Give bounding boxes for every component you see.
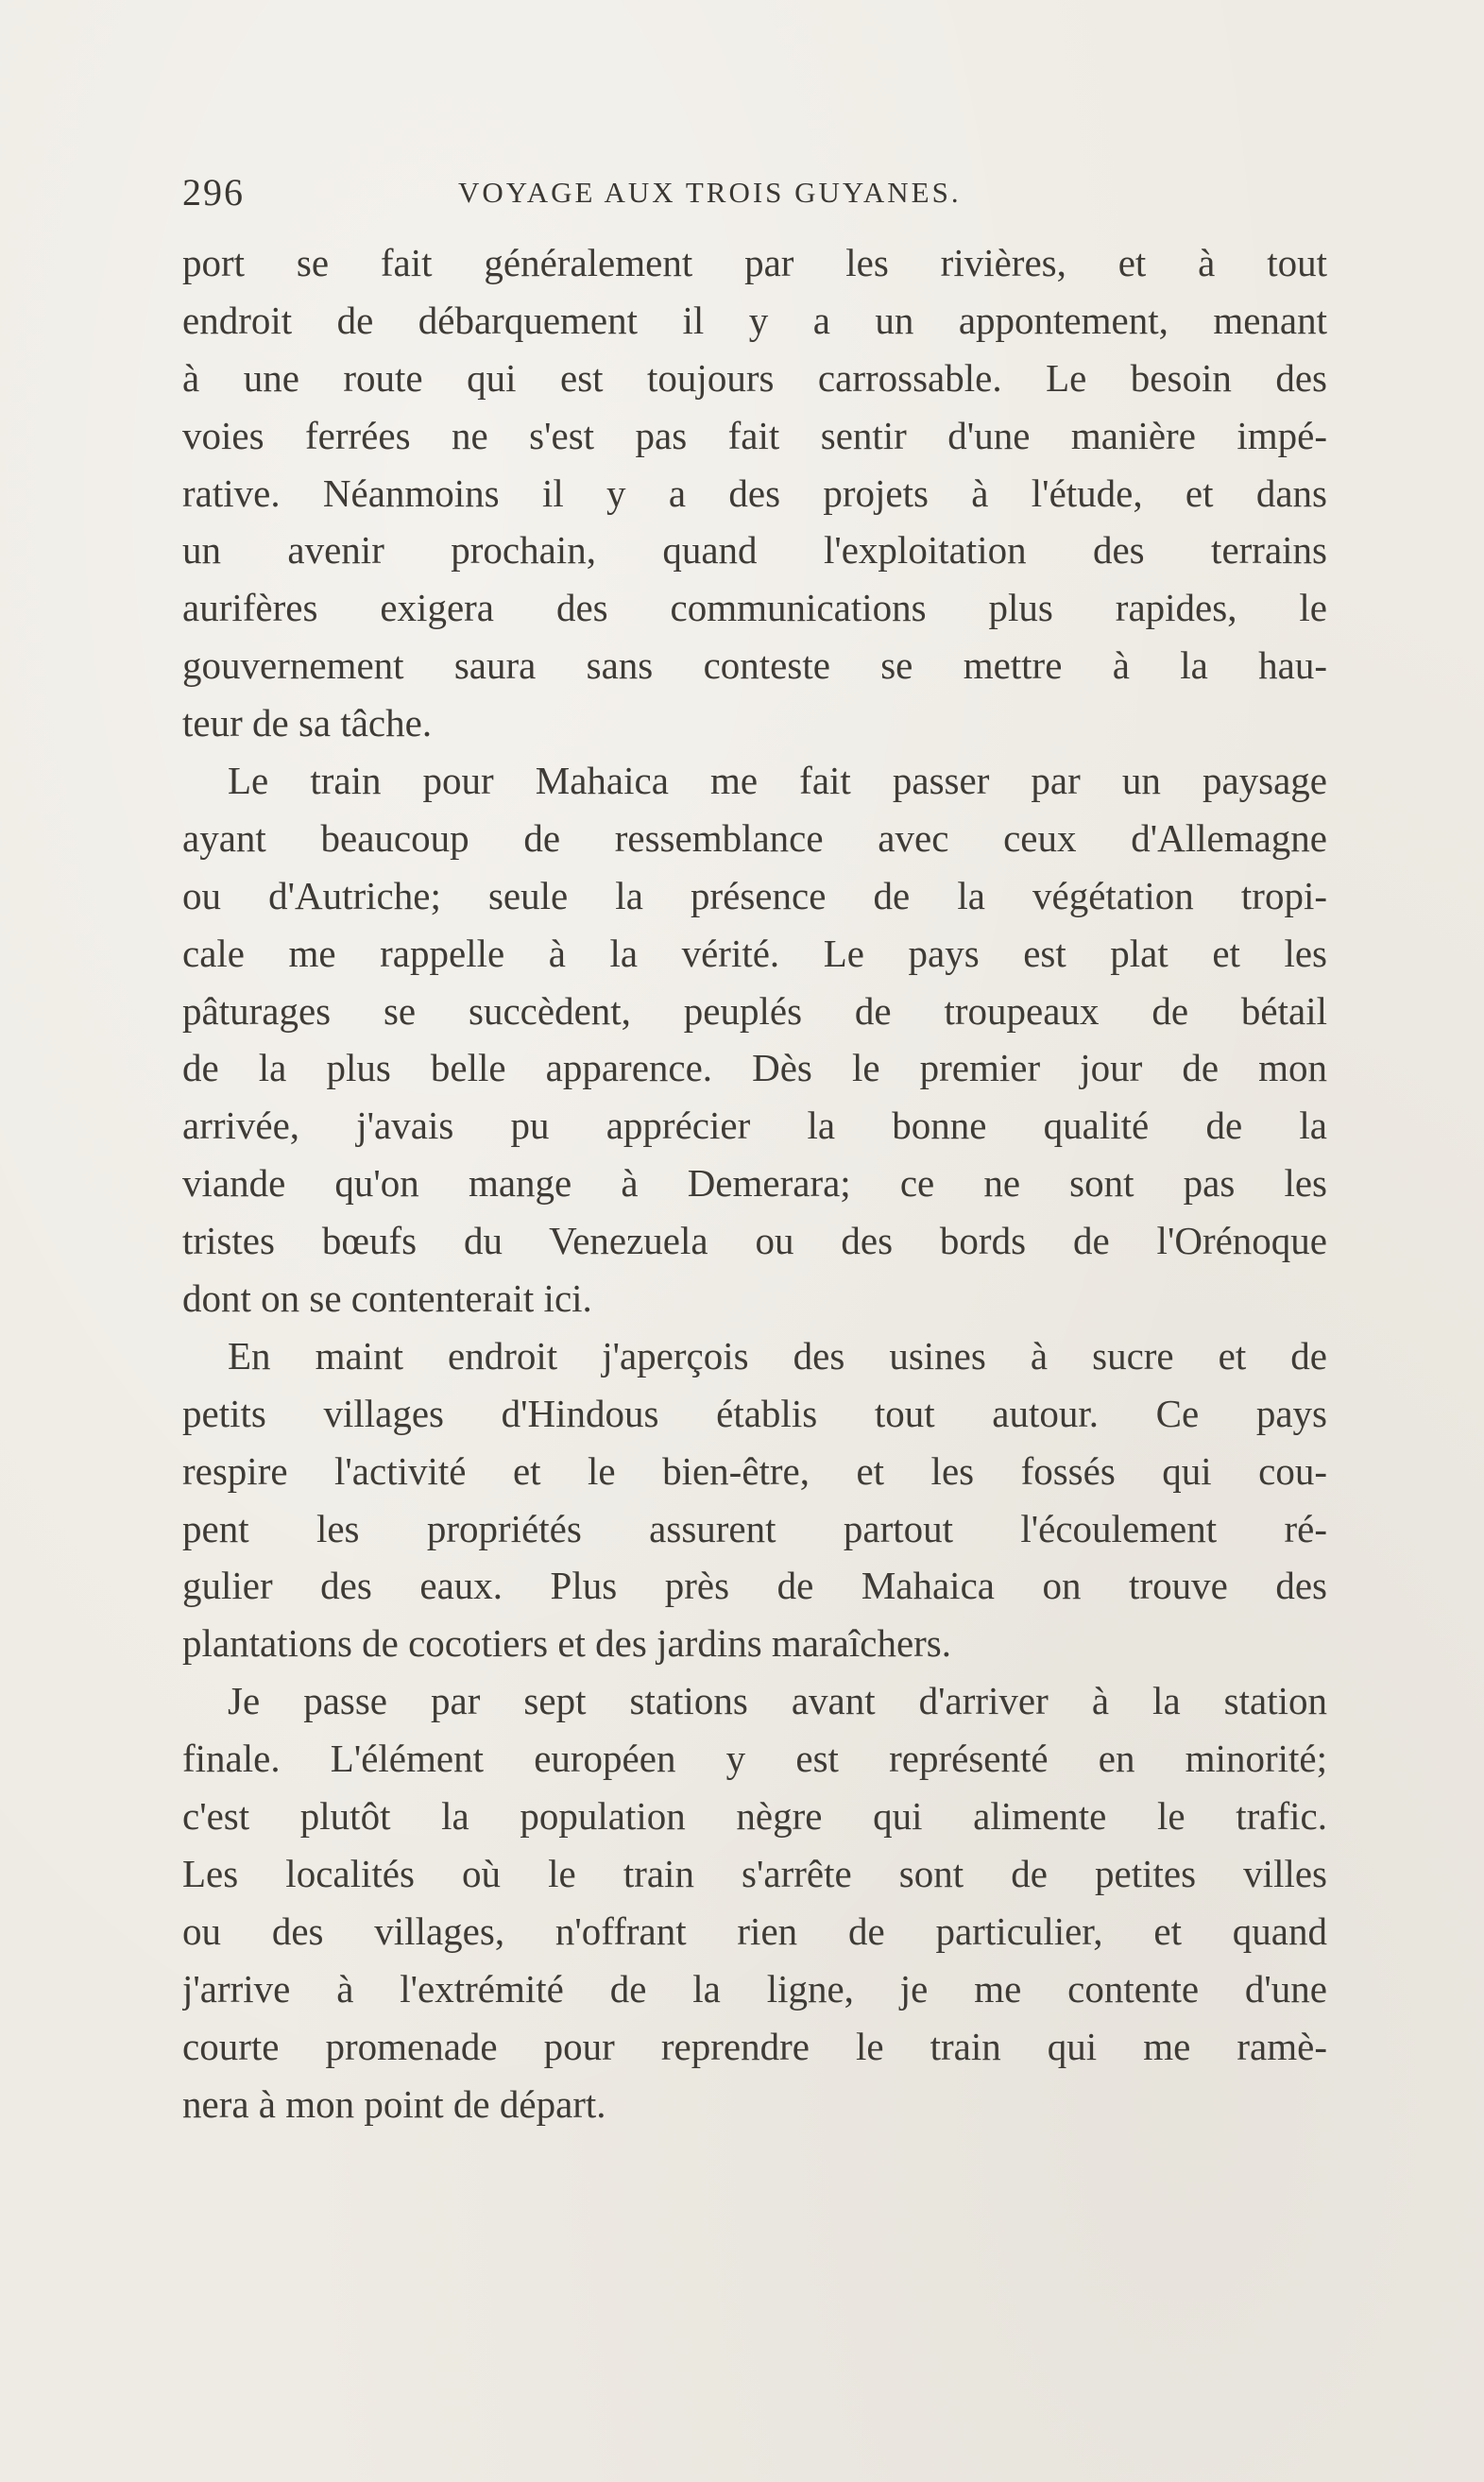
page-header	[182, 163, 1051, 229]
text-line: rative. Néanmoins il y a des projets à l'étude, et dans	[182, 471, 1327, 515]
text-line: ou des villages, n'offrant rien de particulier, et quand	[182, 1909, 1327, 1953]
text-line: petits villages d'Hindous établis tout autour. Ce pays	[182, 1391, 1327, 1435]
text-line: plantations de cocotiers et des jardins maraîchers.	[182, 1621, 952, 1666]
text-line: dont on se contenterait ici.	[182, 1276, 592, 1321]
text-line: pâturages se succèdent, peuplés de troupeaux de bétail	[182, 988, 1327, 1033]
text-line: teur de sa tâche.	[182, 701, 433, 745]
text-line: tristes bœufs du Venezuela ou des bords de l'Orénoque	[182, 1219, 1327, 1263]
text-line: Je passe par sept stations avant d'arriver à la station	[228, 1679, 1327, 1723]
text-line: ou d'Autriche; seule la présence de la végétation tropi-	[182, 873, 1327, 917]
text-line: de la plus belle apparence. Dès le premier jour de mon	[182, 1046, 1327, 1090]
text-line: arrivée, j'avais pu apprécier la bonne qualité de la	[182, 1104, 1327, 1148]
page-number: 296	[182, 171, 245, 214]
text-line: à une route qui est toujours carrossable. Le besoin des	[182, 355, 1327, 400]
running-title: VOYAGE AUX TROIS GUYANES.	[458, 176, 962, 209]
text-line: un avenir prochain, quand l'exploitation des terrains	[182, 528, 1327, 573]
text-line: viande qu'on mange à Demerara; ce ne sont pas les	[182, 1161, 1327, 1206]
text-line: j'arrive à l'extrémité de la ligne, je me contente d'une	[182, 1966, 1327, 2011]
text-line: pent les propriétés assurent partout l'écoulement ré-	[182, 1506, 1327, 1550]
text-line: courte promenade pour reprendre le train qui me ramè-	[182, 2024, 1327, 2068]
text-line: ayant beaucoup de ressemblance avec ceux d'Allemagne	[182, 815, 1327, 860]
text-line: respire l'activité et le bien-être, et les fossés qui cou-	[182, 1448, 1327, 1493]
text-line: Le train pour Mahaica me fait passer par un paysage	[228, 759, 1327, 803]
text-line: Les localités où le train s'arrête sont de petites villes	[182, 1851, 1327, 1895]
body-text	[182, 234, 1327, 2132]
text-line: c'est plutôt la population nègre qui alimente le trafic.	[182, 1794, 1327, 1839]
text-line: gouvernement saura sans conteste se mettre à la hau-	[182, 643, 1327, 688]
text-line: gulier des eaux. Plus près de Mahaica on trouve des	[182, 1564, 1327, 1608]
text-line: port se fait généralement par les rivières, et à tout	[182, 241, 1327, 284]
text-line: En maint endroit j'aperçois des usines à sucre et de	[228, 1333, 1327, 1378]
text-line: finale. L'élément européen y est représenté en minorité;	[182, 1737, 1327, 1781]
text-line: aurifères exigera des communications plus rapides, le	[182, 586, 1327, 630]
text-line: nera à mon point de départ.	[182, 2081, 606, 2126]
text-line: cale me rappelle à la vérité. Le pays est plat et les	[182, 931, 1327, 975]
text-line: endroit de débarquement il y a un appontement, menant	[182, 298, 1327, 342]
text-line: voies ferrées ne s'est pas fait sentir d'une manière impé-	[182, 413, 1327, 457]
